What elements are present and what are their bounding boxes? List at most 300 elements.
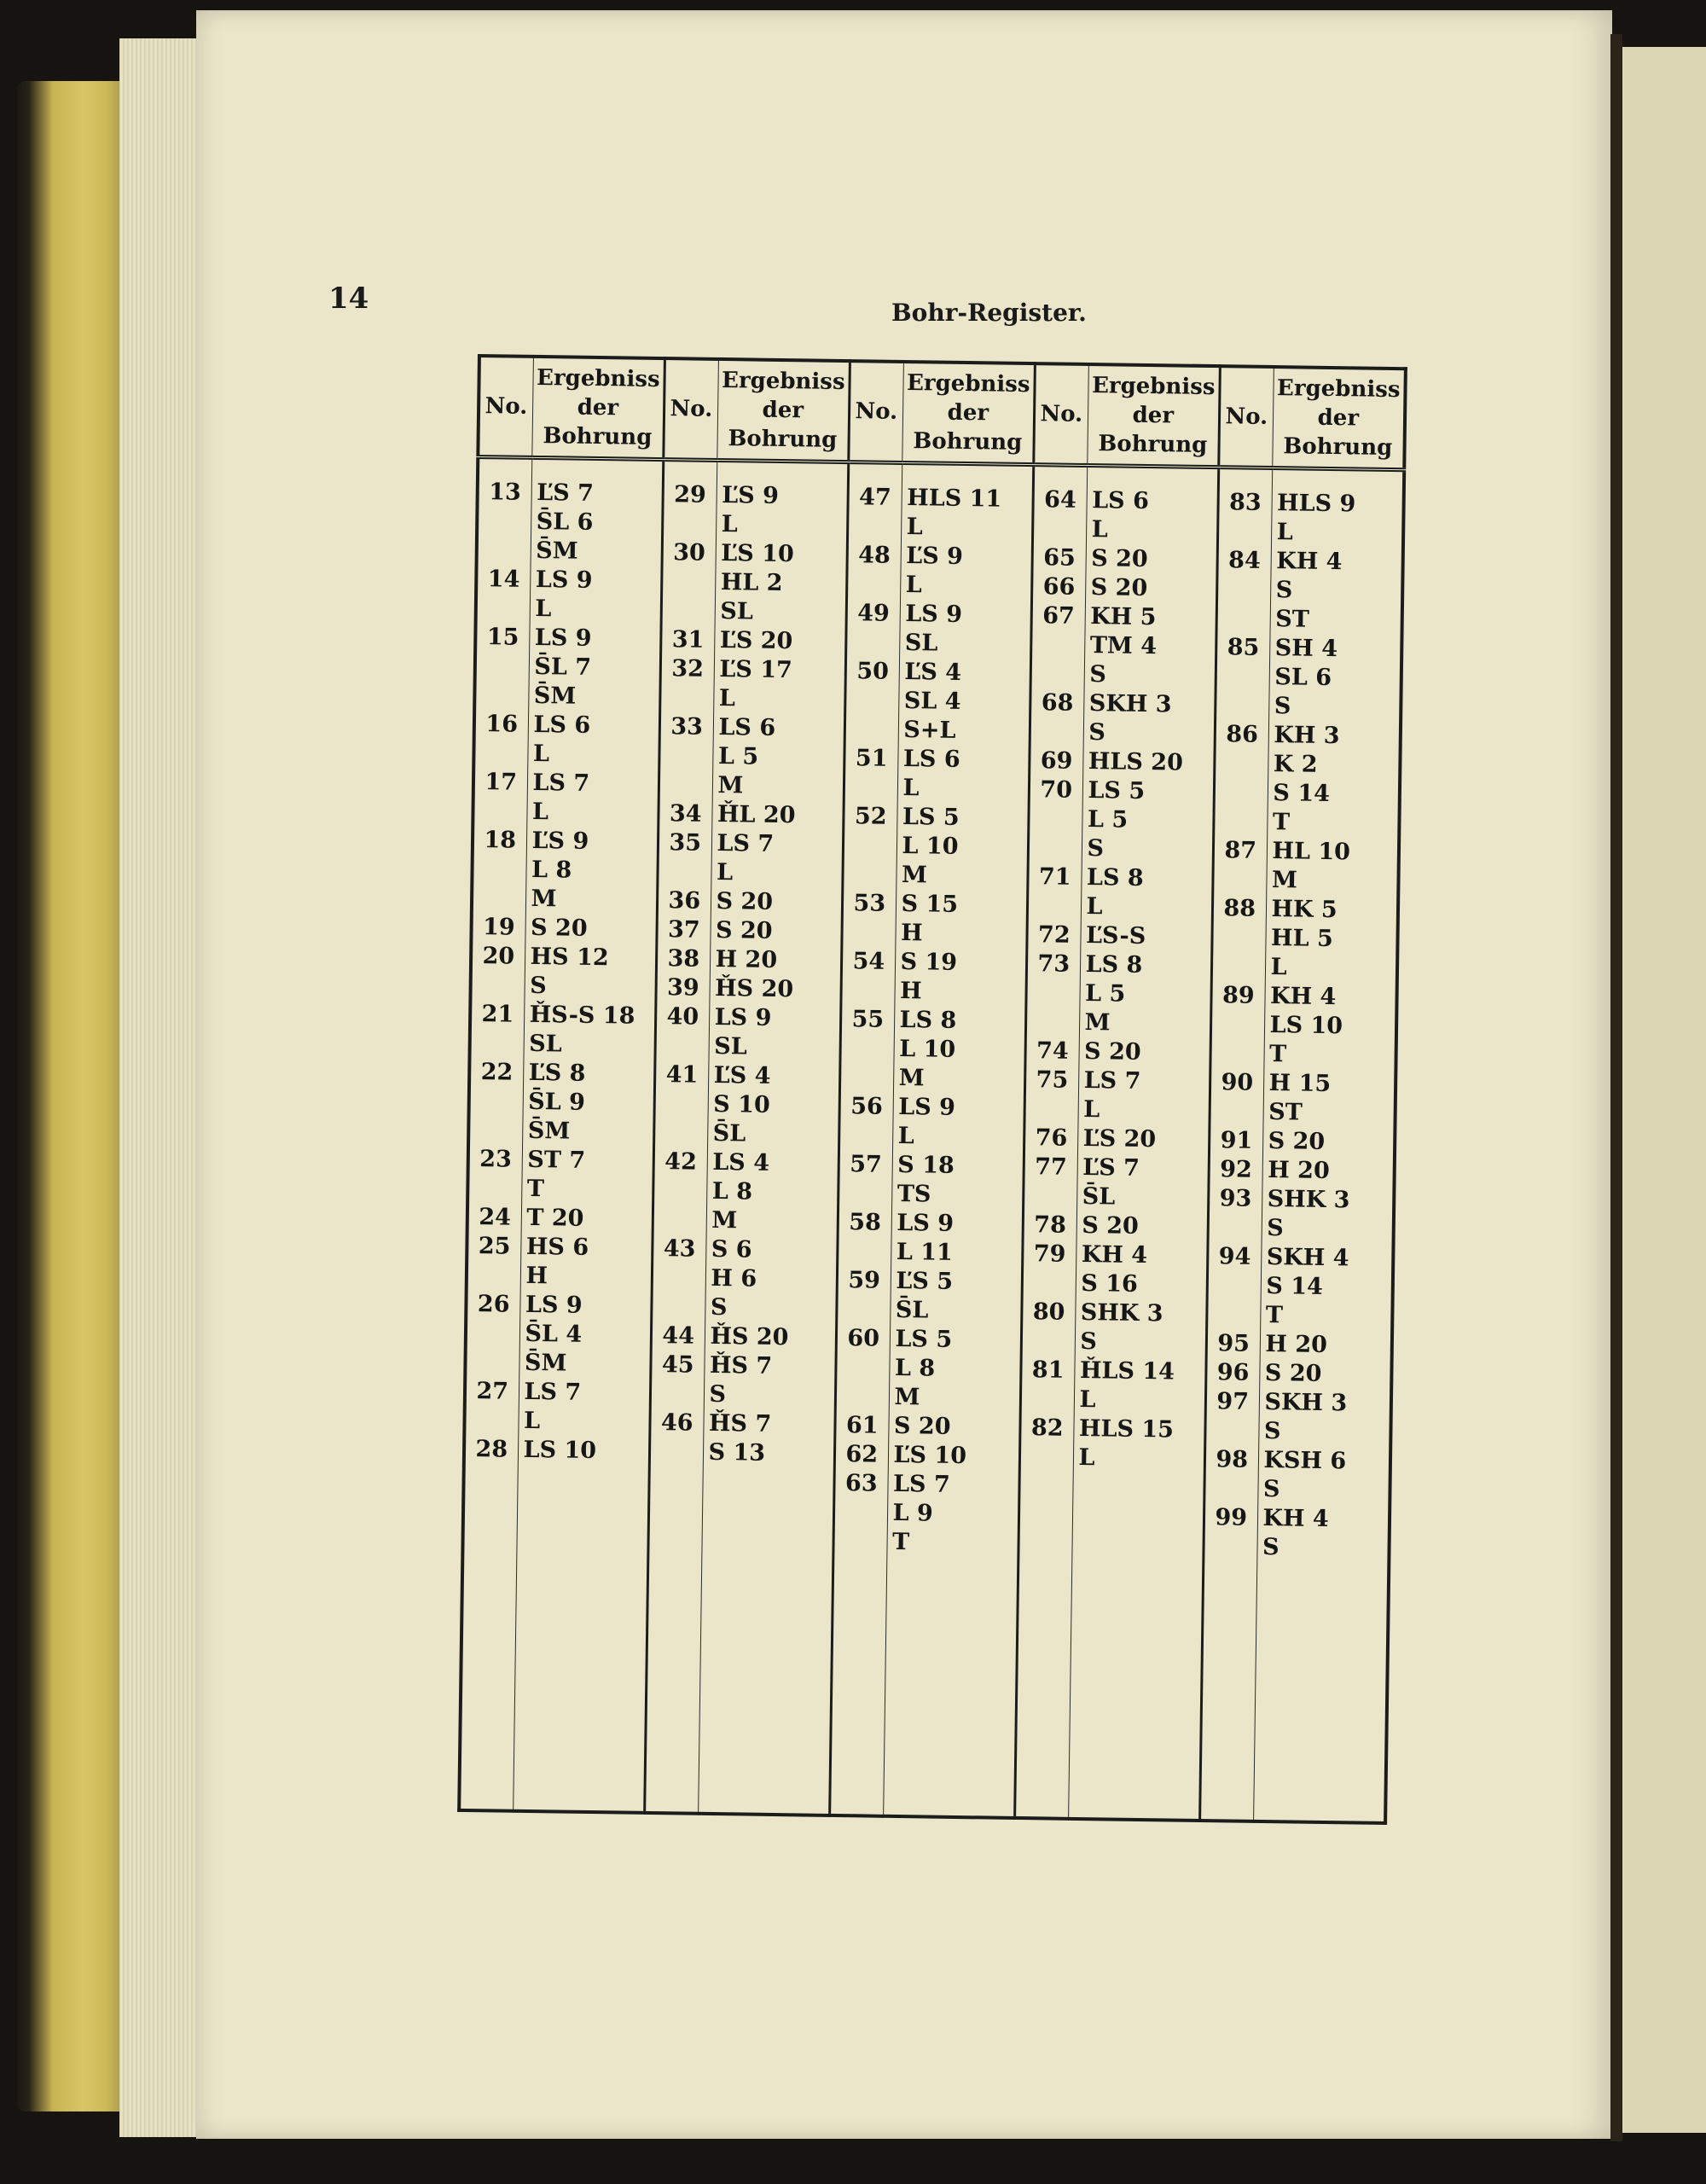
boring-number [473,1319,514,1349]
boring-number [659,1176,701,1206]
boring-number: 23 [479,1146,513,1173]
boring-number [477,971,519,1001]
boring-number [854,512,896,542]
boring-result: L [716,858,734,886]
boring-number [851,686,893,716]
boring-number [665,741,707,771]
header-no: No. [1219,366,1274,468]
boring-result: ST 7 [527,1146,586,1174]
boring-number: 89 [1221,982,1255,1009]
boring-result: SHK 3 [1080,1298,1163,1327]
boring-number [656,1438,698,1467]
boring-number [849,860,891,890]
boring-number: 43 [663,1235,696,1263]
header-ergebniss: Ergebniss der Bohrung [902,362,1035,465]
boring-result: L 8 [531,856,572,884]
boring-number [1027,1385,1069,1414]
boring-number: 27 [476,1378,509,1405]
boring-result: H 6 [711,1264,757,1292]
boring-number: 18 [484,827,517,854]
boring-result: S̄L 6 [536,508,594,536]
boring-number [1032,1008,1074,1037]
boring-result: LS 10 [523,1436,597,1465]
boring-result: ST [1275,606,1310,633]
boring-result: L 5 [1087,806,1129,834]
boring-result: S̄L [712,1119,746,1147]
boring-result: ĽS 10 [893,1441,967,1470]
boring-result: ĽS 8 [528,1059,586,1087]
page-number: 14 [328,282,369,316]
boring-number: 57 [850,1151,883,1178]
boring-number [851,715,893,745]
boring-number: 99 [1215,1504,1248,1531]
header-ergebniss: Ergebniss der Bohrung [1087,364,1220,468]
boring-result: SL [904,630,938,657]
boring-result: S 20 [716,887,774,915]
result-column [513,457,664,1813]
boring-result: S [710,1293,728,1321]
boring-number: 37 [667,916,700,944]
boring-result: LS 6 [902,746,960,773]
boring-number [1221,749,1262,779]
boring-number: 76 [1035,1124,1068,1152]
boring-result: ĽS 4 [904,659,962,686]
boring-number: 79 [1033,1240,1066,1268]
boring-number [844,1179,886,1209]
boring-result: L 8 [894,1354,936,1382]
boring-result: HLS 9 [1276,490,1356,518]
boring-result: S+L [903,717,956,744]
boring-result: S [1267,1215,1285,1242]
boring-number [1224,517,1266,547]
header-no: No. [849,361,903,462]
boring-number: 67 [1042,602,1076,630]
boring-result: ȞS 20 [710,1322,789,1351]
boring-result: L 10 [898,1035,956,1063]
boring-number [661,1031,703,1061]
boring-number: 96 [1216,1359,1250,1386]
boring-result: S 19 [900,948,958,976]
boring-result: ĽS 17 [719,655,793,684]
boring-result: KH 4 [1276,548,1343,576]
boring-result: H [899,977,922,1005]
boring-result: S̄M [536,537,578,565]
boring-result: SL [713,1032,747,1060]
boring-result: S̄M [524,1349,567,1377]
boring-number: 78 [1034,1211,1067,1239]
boring-number [1214,1271,1256,1301]
boring-result: T [1268,1041,1287,1068]
boring-result: S 13 [708,1438,766,1467]
boring-number [1030,1095,1072,1124]
boring-number [842,1382,884,1412]
boring-result: M [711,1206,738,1234]
boring-result: S̄M [533,682,577,710]
boring-result: ĽS 7 [537,479,595,507]
boring-number: 75 [1036,1066,1069,1094]
boring-number: 16 [485,711,519,738]
book-edge [17,81,136,2111]
result-column [1068,465,1219,1821]
boring-result: SL 4 [903,688,961,715]
boring-result: LS 9 [534,624,592,652]
boring-number: 80 [1032,1298,1065,1326]
boring-number: 82 [1030,1414,1064,1442]
boring-result: L 5 [717,742,759,770]
boring-result: L [535,595,552,623]
boring-result: S 10 [713,1090,770,1118]
boring-result: S 20 [715,916,773,944]
boring-number: 95 [1217,1330,1250,1357]
boring-result: L [905,572,922,599]
boring-result: S 20 [1082,1211,1140,1240]
boring-result: L 8 [711,1177,753,1205]
boring-result: L [906,514,923,541]
boring-result: L [532,740,550,768]
header-ergebniss: Ergebniss der Bohrung [1272,367,1406,470]
boring-number: 15 [486,624,519,651]
boring-result: S 14 [1266,1273,1324,1300]
boring-result: HS 6 [525,1233,589,1261]
boring-result: ĽS-S [1085,922,1146,950]
page-stack [119,38,200,2137]
header-no: No. [664,358,718,460]
boring-result: S 20 [1091,545,1148,572]
boring-number [1039,514,1081,544]
boring-number: 73 [1037,950,1071,978]
boring-number [665,770,707,800]
boring-number: 60 [847,1325,880,1352]
boring-number [847,976,889,1006]
boring-result: L [1270,954,1287,981]
boring-result: L 11 [896,1238,954,1266]
boring-result: TM 4 [1089,632,1158,660]
boring-result: HK 5 [1271,896,1338,924]
boring-number [475,1116,517,1146]
boring-result: SKH 3 [1088,690,1172,718]
boring-result: HS 12 [530,943,609,972]
boring-number [1218,952,1260,982]
boring-result: KH 3 [1274,722,1340,750]
boring-number [484,507,525,537]
boring-result: KH 4 [1262,1504,1329,1533]
boring-result: LS 9 [525,1291,583,1319]
boring-result: LS 9 [905,601,963,628]
boring-number [1035,804,1076,834]
boring-number: 32 [671,655,705,682]
boring-number: 65 [1042,544,1076,572]
boring-number: 56 [850,1093,883,1120]
boring-number [668,567,710,597]
boring-number: 53 [853,890,886,917]
boring-result: ĽS 7 [1082,1153,1140,1182]
boring-number: 69 [1040,747,1073,775]
boring-number [659,1263,700,1293]
boring-number: 26 [477,1291,510,1318]
boring-result: ȞL 20 [717,800,796,829]
boring-result: KH 4 [1081,1240,1148,1269]
boring-number [666,683,708,713]
boring-number [1028,1327,1070,1356]
boring-number [661,1089,703,1119]
boring-number [484,536,525,566]
boring-result: M [717,771,744,799]
boring-result: L [1083,1096,1100,1124]
boring-result: H 20 [1268,1157,1330,1185]
boring-number [1219,865,1261,895]
boring-number: 14 [487,566,520,593]
boring-result: S 14 [1273,780,1331,807]
boring-result: S [1088,719,1106,746]
boring-number [1037,659,1079,689]
boring-number: 40 [666,1003,699,1031]
boring-number: 92 [1219,1156,1253,1183]
boring-result: M [894,1383,920,1411]
boring-result: S 20 [1090,574,1148,601]
boring-result: L 5 [1084,980,1126,1008]
boring-number [850,831,891,861]
boring-number [1032,979,1074,1008]
boring-number [1213,1300,1255,1330]
boring-result: S 20 [1264,1360,1322,1387]
boring-number [473,1261,515,1291]
boring-number: 70 [1040,776,1073,804]
boring-result: LS 9 [898,1093,956,1121]
boring-number [844,1237,885,1267]
result-column [883,462,1034,1818]
boring-result: ȞS 7 [709,1351,773,1380]
boring-number: 33 [670,713,704,741]
boring-number: 13 [488,479,522,506]
header-no: No. [478,356,533,457]
boring-number: 93 [1219,1185,1252,1212]
boring-result: SL 6 [1274,664,1332,692]
boring-number: 66 [1042,573,1076,601]
boring-number: 54 [852,948,885,975]
boring-number [1215,1213,1256,1243]
boring-result: L [1276,519,1293,546]
boring-result: LS 9 [897,1209,955,1237]
boring-result: KH 5 [1090,603,1157,631]
boring-number [845,1121,887,1151]
boring-number [659,1205,701,1235]
boring-number: 71 [1038,863,1071,891]
boring-number [669,509,711,539]
boring-number [476,1087,518,1117]
boring-result: H 15 [1268,1070,1332,1098]
boring-number [846,1063,888,1093]
boring-result: HLS 11 [906,485,1002,513]
boring-number: 77 [1035,1153,1068,1181]
boring-number [668,596,710,626]
boring-result: H [900,919,923,947]
bohr-register-table [457,354,1407,1825]
boring-number [1036,717,1078,747]
boring-result: LS 5 [902,804,960,831]
boring-result: H 20 [1265,1331,1328,1359]
boring-number [664,857,705,887]
boring-number: 84 [1227,547,1261,574]
boring-number [1216,1039,1258,1069]
boring-number [1221,778,1262,808]
boring-result: SL [529,1030,562,1058]
table-header-row [478,356,1406,470]
boring-number [660,1118,702,1148]
boring-number [481,681,523,711]
boring-result: HLS 20 [1088,748,1184,776]
boring-result: LS 7 [717,829,775,857]
boring-number [472,1348,514,1378]
facing-page [1622,47,1706,2133]
boring-result: S 20 [1268,1128,1326,1155]
boring-result: HL 5 [1270,925,1333,953]
boring-result: LS 7 [892,1470,950,1498]
boring-result: LS 6 [533,711,591,739]
boring-number [479,797,521,827]
boring-result: S [1087,835,1105,863]
boring-number: 47 [858,484,891,511]
boring-number: 83 [1228,489,1262,516]
boring-number: 24 [479,1204,512,1231]
boring-result: L [897,1122,914,1150]
boring-number [1211,1416,1253,1446]
boring-result: L [902,775,920,802]
boring-result: ĽS 9 [531,827,589,855]
boring-result: M [898,1064,925,1092]
boring-result: S̄L [895,1296,929,1324]
boring-number [657,1380,699,1409]
boring-number [1210,1474,1252,1504]
boring-number [846,1034,888,1064]
boring-number: 42 [664,1148,698,1176]
boring-number [1221,691,1263,721]
boring-number: 88 [1223,895,1256,922]
boring-number: 49 [857,600,891,627]
boring-result: LS 9 [714,1003,772,1031]
boring-number [1026,1443,1068,1472]
boring-result: L 10 [902,833,959,860]
boring-number: 61 [845,1412,879,1439]
boring-result: ĽS 9 [906,543,964,570]
boring-result: S [1089,661,1107,688]
boring-number: 72 [1037,921,1071,949]
boring-number [850,773,892,803]
boring-result: LS 8 [1086,864,1144,892]
boring-number [1034,892,1076,921]
boring-number [1030,1182,1071,1211]
boring-number [1035,834,1076,863]
boring-number: 74 [1036,1037,1069,1065]
boring-number [848,918,890,948]
boring-number: 44 [662,1322,695,1350]
boring-number: 55 [851,1006,885,1033]
boring-result: L [721,511,738,538]
boring-result: SL [720,598,754,625]
boring-result: T [526,1175,545,1203]
boring-number: 85 [1227,634,1260,661]
boring-result: SHK 3 [1267,1186,1350,1214]
boring-result: SH 4 [1274,635,1338,663]
boring-number: 98 [1216,1446,1249,1473]
boring-result: SKH 3 [1264,1389,1348,1417]
boring-result: L [523,1407,541,1435]
boring-result: ĽS 10 [721,540,794,568]
boring-result: L [718,684,736,712]
boring-number: 34 [669,800,702,828]
boring-number: 36 [668,887,701,915]
boring-number [1029,1269,1071,1298]
boring-result: T [1272,809,1291,836]
boring-result: S [1080,1327,1098,1356]
boring-result: ȞS 7 [708,1409,772,1438]
boring-number [852,628,894,658]
boring-result: K 2 [1273,751,1318,778]
boring-result: HLS 15 [1078,1414,1175,1443]
boring-number [1037,630,1079,660]
boring-number: 90 [1221,1069,1254,1096]
boring-number: 81 [1031,1356,1065,1384]
boring-result: S [1275,577,1293,604]
boring-result: ȞS-S 18 [529,1001,635,1030]
boring-number: 38 [667,945,700,973]
boring-number: 31 [671,626,705,653]
boring-result: L [531,798,549,826]
boring-number: 25 [478,1233,511,1260]
boring-number [471,1406,513,1436]
boring-number: 30 [673,539,706,566]
running-title: Bohr-Register. [891,299,1087,327]
boring-result: S [1262,1533,1280,1561]
boring-result: T [1265,1302,1284,1329]
boring-result: HL 10 [1272,838,1351,866]
boring-number: 91 [1220,1127,1253,1154]
boring-result: H 20 [715,945,778,973]
boring-number [482,652,524,682]
boring-result: L 9 [892,1499,933,1527]
boring-number: 17 [485,769,518,796]
table-body-row [459,457,1404,1824]
boring-result: S [1274,693,1291,720]
boring-result: ĽS 5 [896,1267,954,1295]
boring-result: S 16 [1081,1269,1139,1298]
boring-number: 94 [1218,1243,1251,1270]
boring-result: LS 7 [524,1378,582,1406]
boring-result: LS 6 [718,713,776,741]
boring-number: 58 [849,1209,882,1236]
boring-result: S 20 [530,914,588,942]
boring-number [483,594,525,624]
boring-number [480,739,522,769]
boring-number: 45 [661,1351,694,1379]
boring-result: H [525,1262,548,1290]
boring-number: 21 [481,1001,514,1028]
boring-result: S 20 [893,1412,951,1440]
header-no: No. [1034,363,1088,465]
boring-number: 51 [855,745,888,772]
boring-result: HL 2 [720,569,783,597]
boring-number: 52 [854,803,887,830]
boring-result: TS [897,1180,931,1208]
boring-result: S [1263,1417,1281,1445]
boring-number: 63 [844,1470,878,1497]
boring-number [843,1295,885,1325]
boring-result: S 18 [897,1151,955,1179]
boring-number [479,884,520,914]
boring-number [1220,807,1262,837]
boring-result: S [709,1380,727,1409]
boring-result: M [901,862,928,889]
boring-number [1223,575,1265,605]
